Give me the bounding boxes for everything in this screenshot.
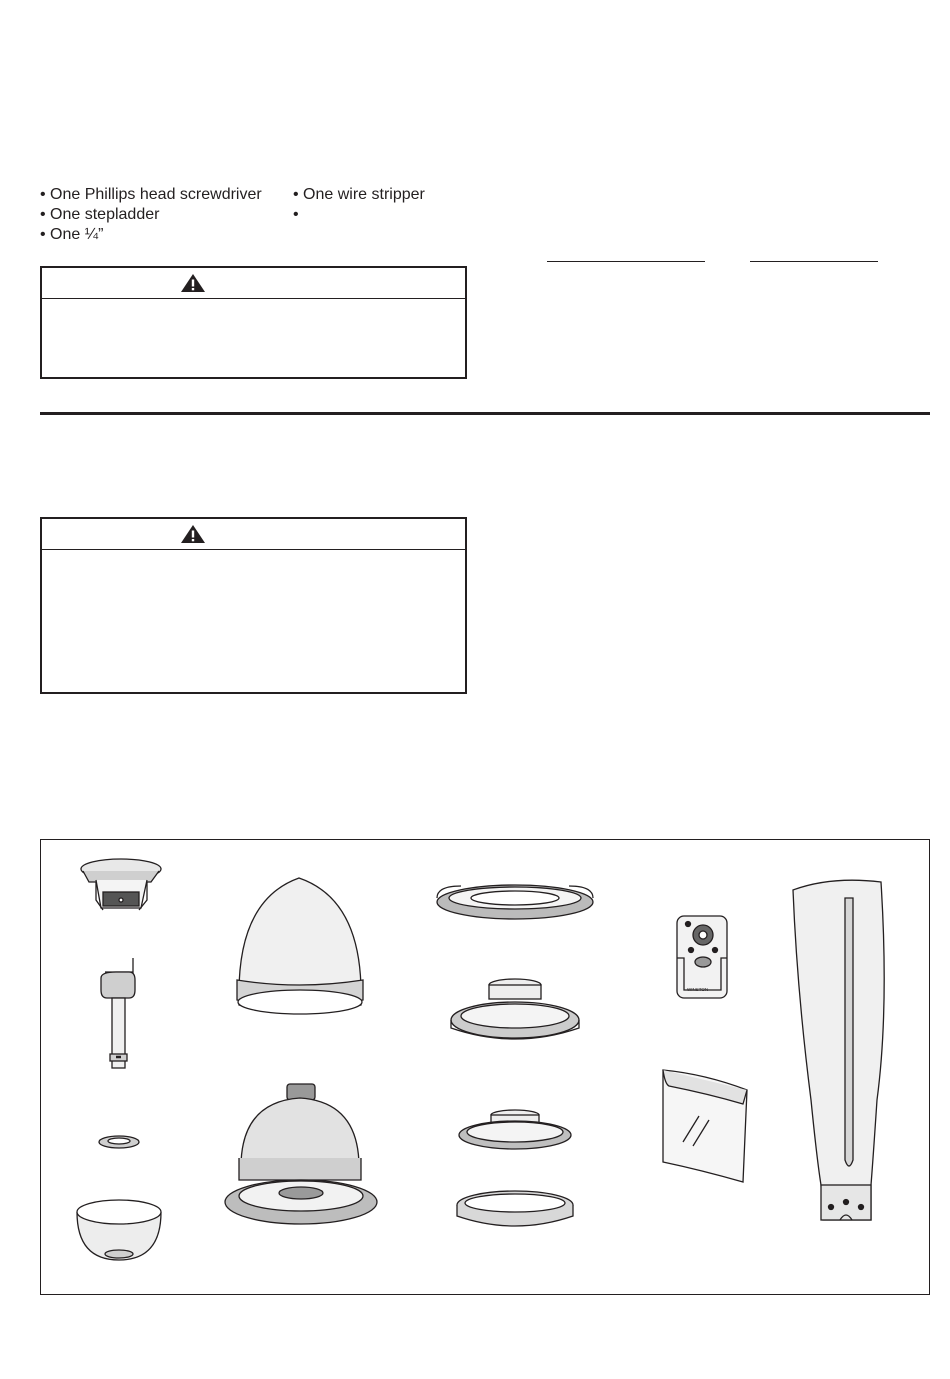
decorative-ring-illustration (99, 1136, 139, 1148)
canopy-illustration (77, 1200, 161, 1260)
motor-assembly-illustration (225, 1084, 377, 1224)
downrod-illustration (101, 958, 135, 1068)
fan-blade-illustration (793, 880, 884, 1220)
remote-control-illustration (677, 916, 727, 998)
warning-triangle-icon (180, 273, 206, 293)
remote-brand-label: WINSTON (687, 987, 709, 992)
hardware-bag-illustration (663, 1070, 747, 1182)
parts-illustration-box (40, 839, 930, 1295)
tool-item: • One stepladder (40, 206, 160, 223)
warning-box-1 (40, 266, 467, 379)
tools-list-left (40, 185, 262, 245)
glass-shade-ring-illustration (457, 1191, 573, 1226)
light-fitter-illustration (451, 979, 579, 1039)
warning-header (42, 268, 465, 299)
warning-box-2 (40, 517, 467, 694)
section-divider (40, 412, 930, 415)
light-cover-illustration (459, 1110, 571, 1149)
tool-item: • One Phillips head screwdriver (40, 186, 262, 203)
motor-housing-bell-illustration (237, 878, 363, 1014)
mounting-bracket-illustration (81, 859, 161, 910)
tool-item: • One wire stripper (293, 186, 425, 203)
tool-item: • (293, 206, 299, 223)
warning-triangle-icon (180, 524, 206, 544)
tool-item: • One ¼” (40, 226, 104, 243)
tools-list-right (293, 185, 425, 225)
purchase-date-blank-line (750, 261, 878, 262)
warning-header (42, 519, 465, 550)
model-number-blank-line (547, 261, 705, 262)
light-kit-ring-illustration (437, 885, 593, 919)
